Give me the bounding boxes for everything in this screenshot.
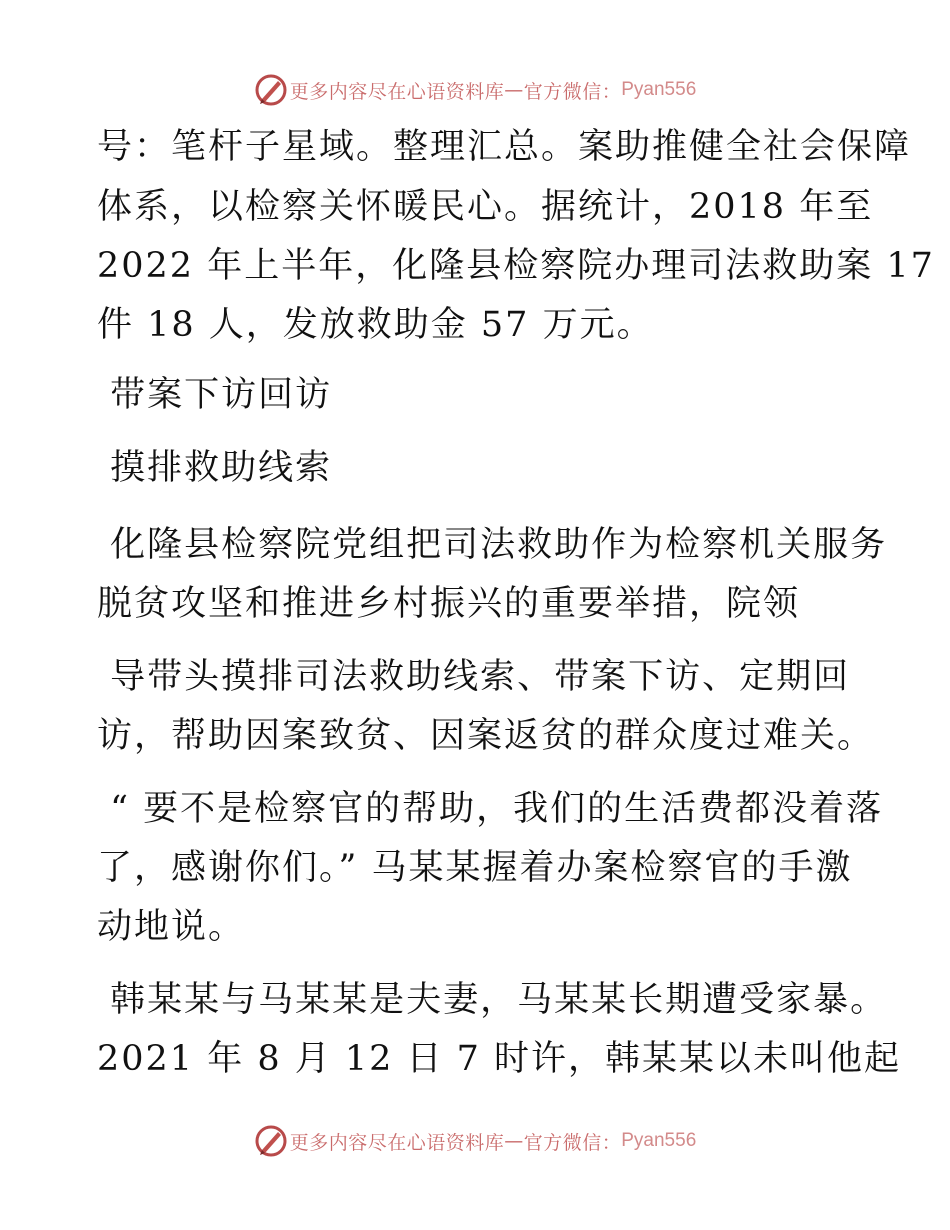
body-line: 件 18 人，发放救助金 57 万元。	[97, 305, 654, 345]
body-line: “ 要不是检察官的帮助，我们的生活费都没着落	[97, 789, 884, 829]
body-line: 韩某某与马某某是夫妻，马某某长期遭受家暴。	[97, 980, 888, 1020]
header-site-text: 更多内容尽在心语资料库	[289, 80, 505, 103]
body-line: 2022 年上半年，化隆县检察院办理司法救助案 17	[97, 246, 935, 286]
header-dash: —	[504, 79, 524, 101]
body-line: 访，帮助因案致贫、因案返贫的群众度过难关。	[97, 716, 875, 756]
body-line: 2021 年 8 月 12 日 7 时许，韩某某以未叫他起	[97, 1039, 902, 1079]
header-wechat-id: Pyan556	[621, 79, 697, 100]
pen-logo-icon	[254, 1124, 288, 1158]
section-heading: 摸排救助线索	[97, 448, 333, 488]
footer-site-text: 更多内容尽在心语资料库	[289, 1131, 505, 1154]
body-line: 了，感谢你们。” 马某某握着办案检察官的手激	[97, 848, 853, 888]
body-line: 脱贫攻坚和推进乡村振兴的重要举措，院领	[97, 584, 801, 624]
body-line: 动地说。	[97, 907, 246, 947]
header-official-text: 官方微信：	[523, 80, 622, 103]
body-line: 导带头摸排司法救助线索、带案下访、定期回	[97, 657, 851, 697]
footer-banner	[0, 1121, 950, 1161]
footer-wechat-id: Pyan556	[621, 1130, 697, 1151]
body-line: 体系，以检察关怀暖民心。据统计，2018 年至	[97, 187, 874, 227]
body-line: 化隆县检察院党组把司法救助作为检察机关服务	[97, 525, 888, 565]
section-heading: 带案下访回访	[97, 375, 333, 415]
footer-official-text: 官方微信：	[523, 1131, 622, 1154]
footer-dash: —	[504, 1130, 524, 1152]
body-line: 号：笔杆子星域。整理汇总。案助推健全社会保障	[97, 127, 912, 167]
